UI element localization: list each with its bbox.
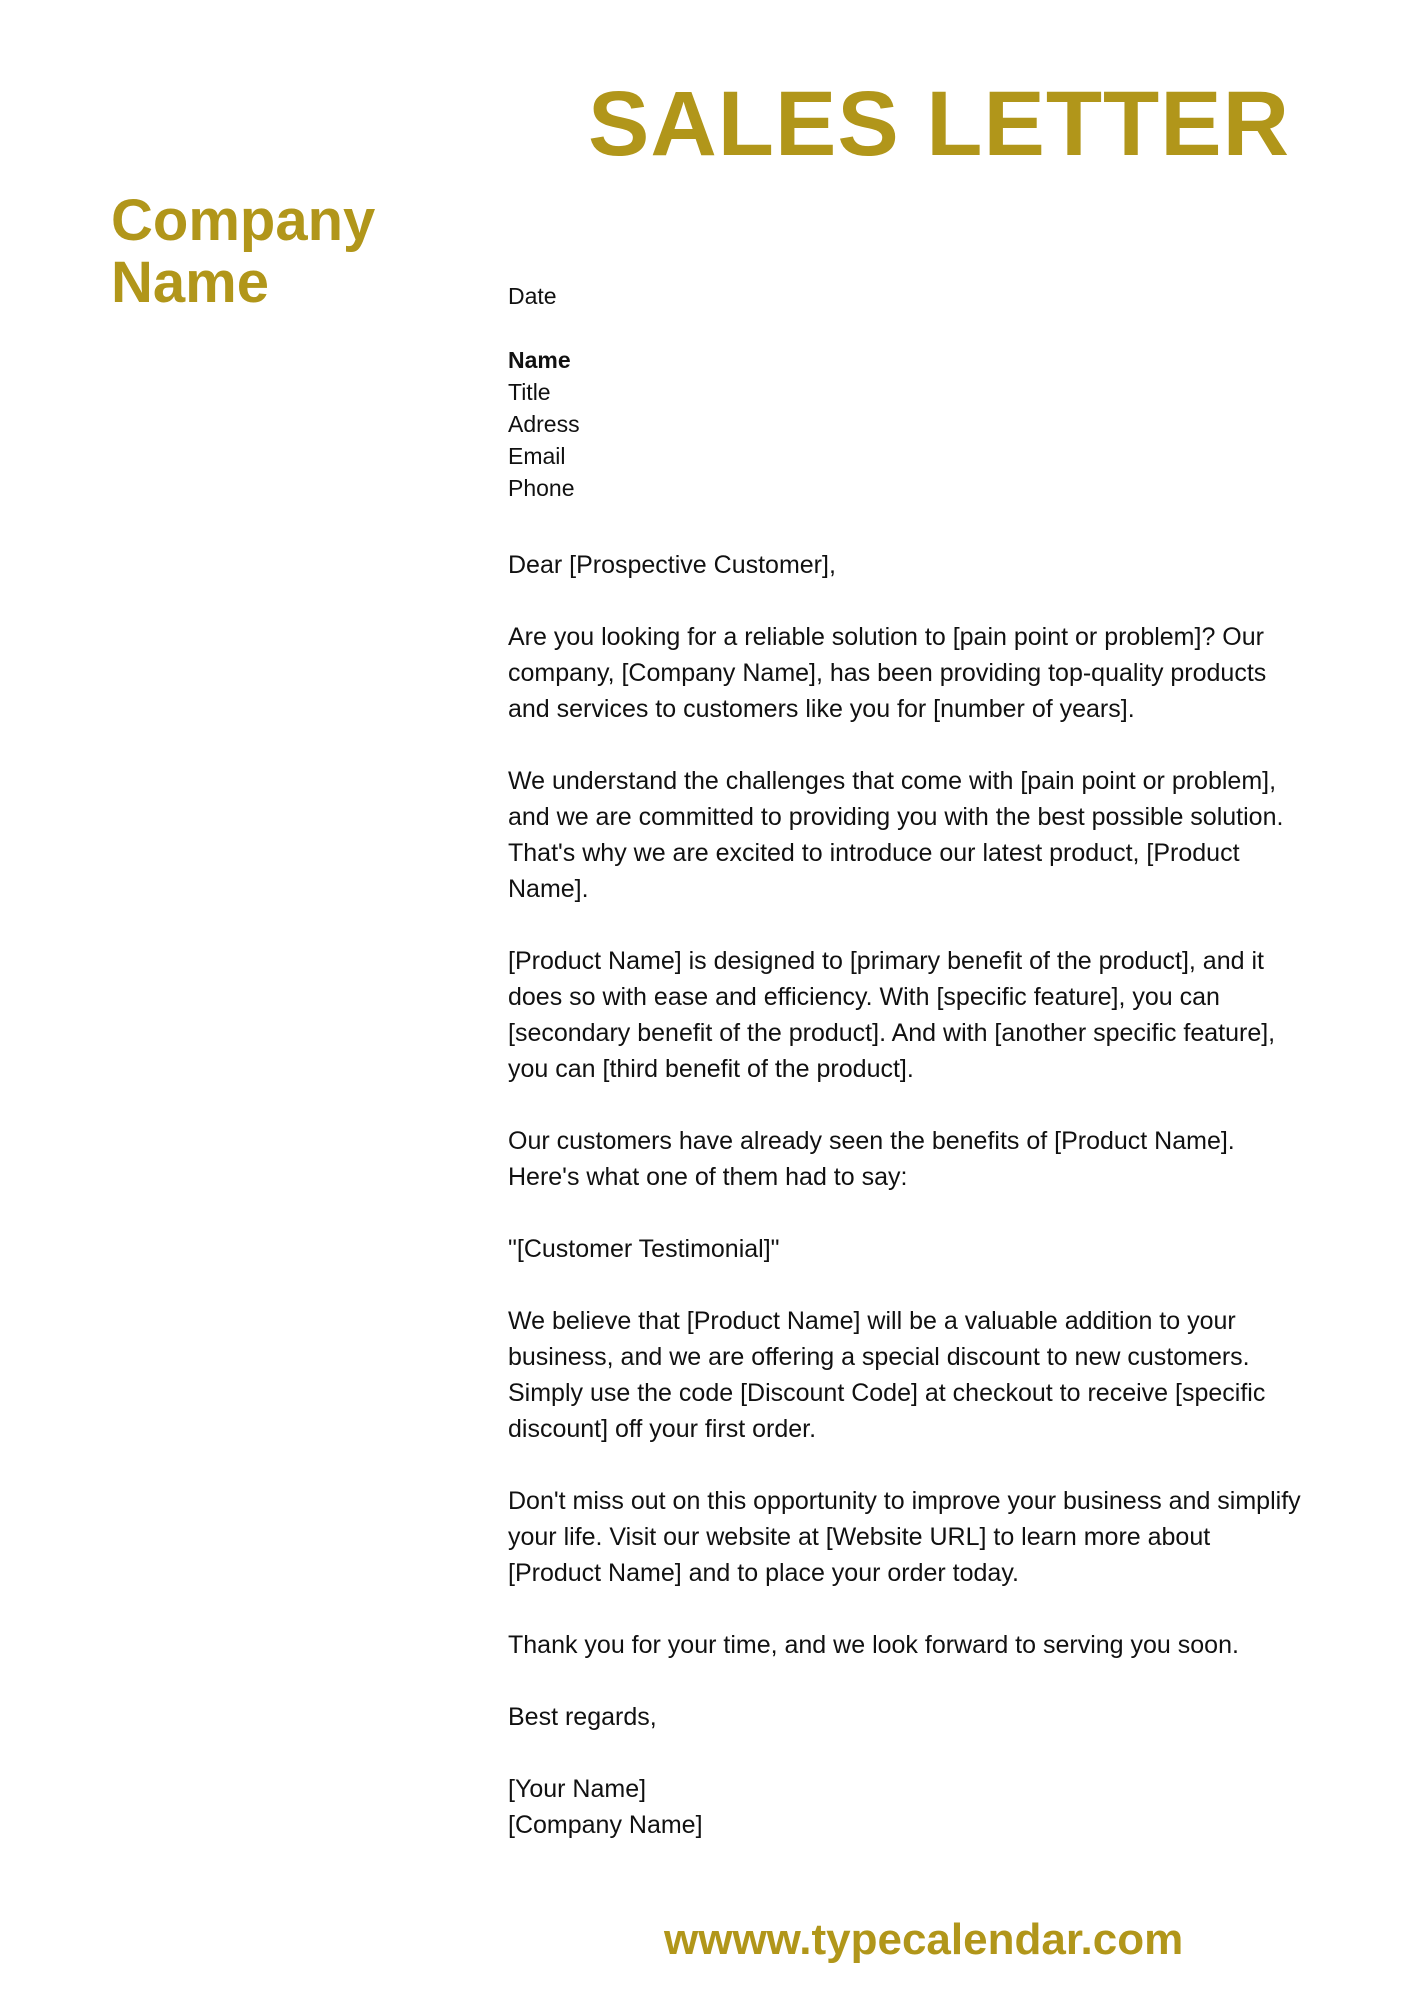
- paragraph: We believe that [Product Name] will be a valuable addition to your business, and we are offering a special discount to new customers. Simply use the code [Discount Code] at checkout to receive [specific discount] off your first order.: [508, 1307, 1266, 1443]
- paragraph: Don't miss out on this opportunity to improve your business and simplify your life. Visit our website at [Website URL] to learn more about [Product Name] and to place your order today.: [508, 1487, 1301, 1587]
- signature-block: [508, 1771, 1308, 1843]
- company-name-line2: Name: [111, 250, 269, 315]
- paragraph: [Product Name] is designed to [primary benefit of the product], and it does so with ease and efficiency. With [specific feature], you can [secondary benefit of the product]. And with [another specific feature], you can [third benefit of the product].: [508, 947, 1276, 1083]
- paragraph: Are you looking for a reliable solution to [pain point or problem]? Our company, [Company Name], has been providing top-quality products and services to customers like you for [number of years].: [508, 623, 1267, 723]
- company-name: [111, 190, 375, 314]
- recipient-block: [508, 344, 1308, 504]
- paragraph: Thank you for your time, and we look forward to serving you soon.: [508, 1631, 1239, 1659]
- recipient-title: Title: [508, 379, 551, 405]
- paragraph: Our customers have already seen the benefits of [Product Name]. Here's what one of them had to say:: [508, 1127, 1235, 1191]
- recipient-email: Email: [508, 443, 566, 469]
- signature-company: [Company Name]: [508, 1811, 703, 1839]
- recipient-phone: Phone: [508, 475, 575, 501]
- closing: Best regards,: [508, 1703, 657, 1731]
- recipient-address: Adress: [508, 411, 580, 437]
- paragraph: We understand the challenges that come with [pain point or problem], and we are committed to providing you with the best possible solution. That's why we are excited to introduce our latest product, [Product Name].: [508, 767, 1284, 903]
- company-name-line1: Company: [111, 188, 376, 253]
- greeting: Dear [Prospective Customer],: [508, 551, 836, 579]
- recipient-name: Name: [508, 347, 571, 373]
- testimonial: "[Customer Testimonial]": [508, 1235, 780, 1263]
- letter-body: [508, 280, 1308, 1843]
- page-title: SALES LETTER: [588, 73, 1291, 175]
- letter-date: Date: [508, 283, 557, 309]
- footer-website[interactable]: wwww.typecalendar.com: [664, 1915, 1184, 1964]
- signature-name: [Your Name]: [508, 1775, 647, 1803]
